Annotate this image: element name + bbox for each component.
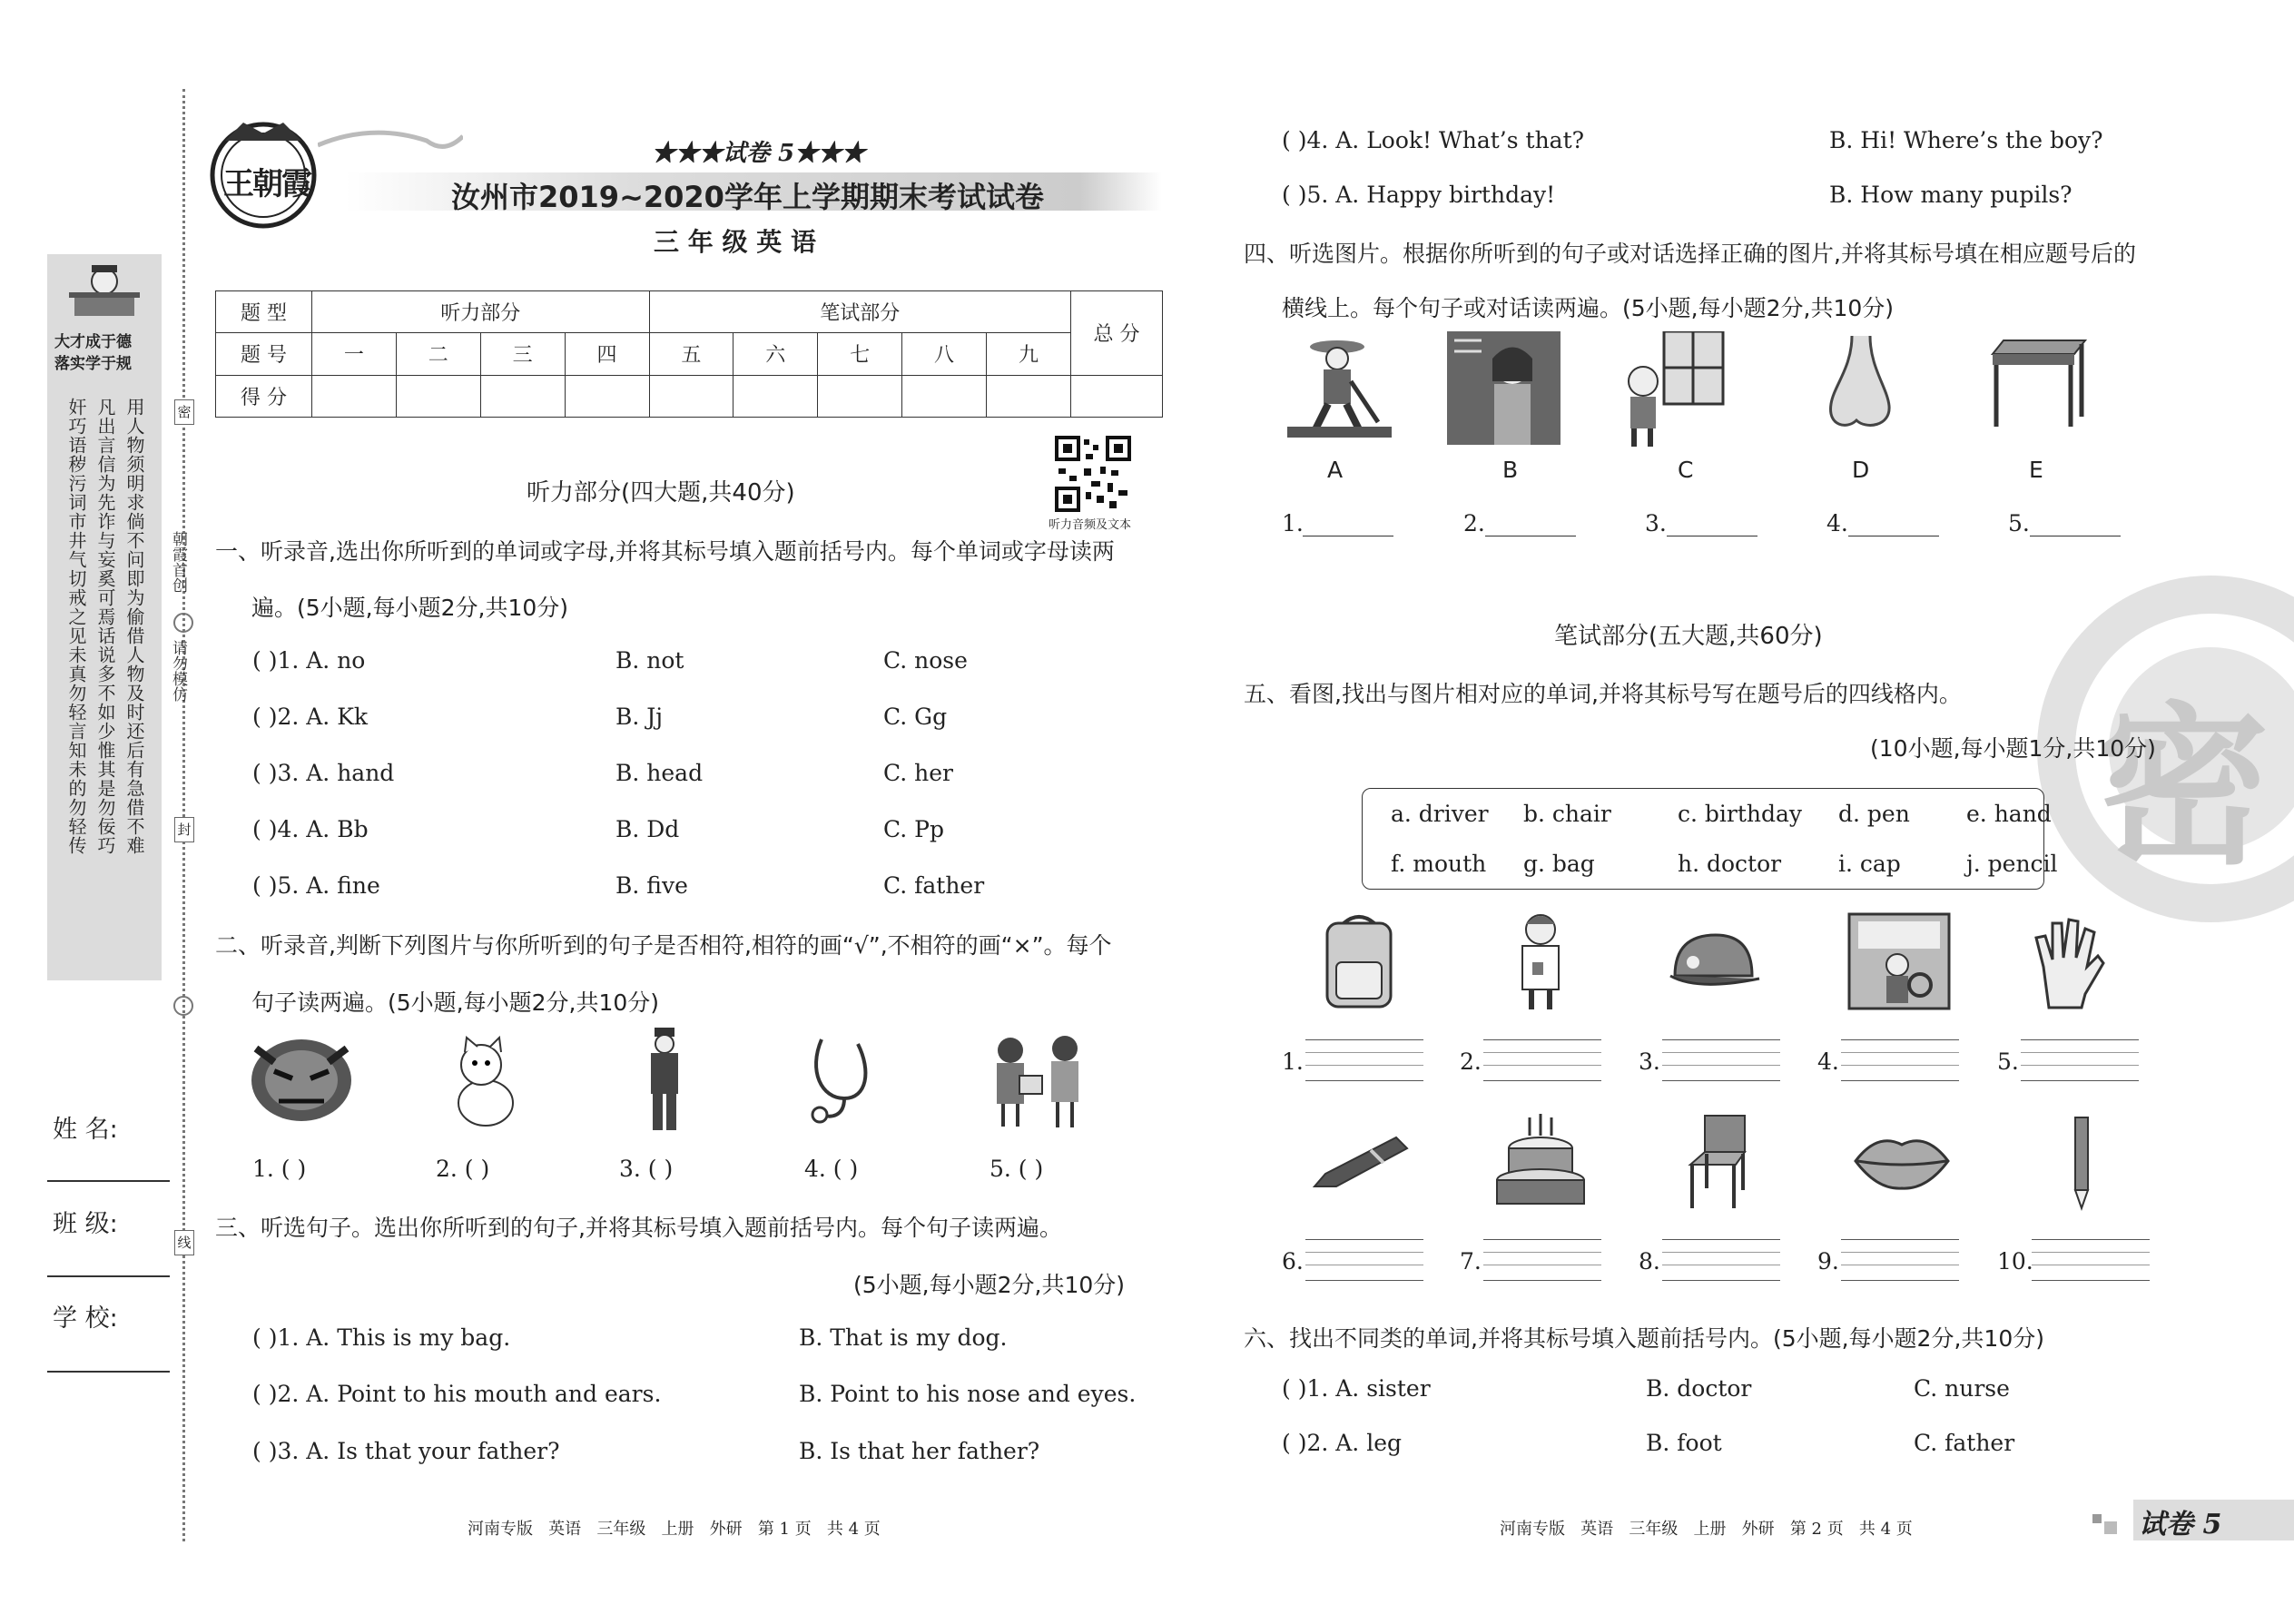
write-label: 7. [1460, 1248, 1482, 1275]
col-7: 七 [818, 333, 902, 375]
pen-icon [1307, 1130, 1412, 1194]
slogan-line-1: 大才成于德 [54, 333, 132, 351]
total-label: 总 分 [1071, 291, 1163, 376]
tag-square [2092, 1514, 2102, 1523]
bus-driver-icon [1847, 912, 1952, 1012]
side-note-no-copy: 请勿模仿 [169, 640, 187, 702]
girls-with-gift-icon [983, 1030, 1097, 1130]
logo-text: 王朝霞 [223, 166, 310, 202]
part4-instruction: 四、听选图片。根据你所听到的句子或对话选择正确的图片,并将其标号填在相应题号后的 [1244, 241, 2136, 267]
list-item: C. nurse [1914, 1375, 2010, 1402]
seal-box-mi: 密 [174, 399, 194, 425]
list-item[interactable]: 3. ( ) [619, 1156, 674, 1182]
qr-caption: 听力音频及文本 [1049, 518, 1132, 532]
hand-icon [2029, 912, 2106, 1012]
part4-instruction-cont: 横线上。每个句子或对话读两遍。(5小题,每小题2分,共10分) [1282, 295, 1895, 321]
list-item: C. nose [883, 647, 968, 674]
tag-square [2104, 1521, 2117, 1534]
list-item: B. head [615, 760, 704, 786]
listening-header: 听力部分(四大题,共40分) [527, 479, 795, 507]
write-label: 8. [1639, 1248, 1660, 1275]
motto-panel [47, 254, 162, 980]
motto-column-1: 用人物须明求倘不问即为偷借人物及时还后有急借不难 [123, 398, 145, 855]
list-item: C. Gg [883, 704, 948, 730]
list-item[interactable]: ( )1. A. sister [1282, 1375, 1431, 1402]
exam-subtitle: 三 年 级 英 语 [654, 227, 816, 257]
score-table [215, 290, 1163, 418]
name-field[interactable] [47, 1180, 170, 1182]
exam-number: ★★★试卷 5★★★ [652, 140, 866, 167]
list-item: B. doctor [1646, 1375, 1752, 1402]
seal-box-xian: 线 [174, 1230, 194, 1255]
school-field[interactable] [47, 1371, 170, 1373]
word-bank-item: b. chair [1523, 801, 1611, 827]
picture-label-e: E [2029, 457, 2043, 483]
watermark-text: 密 [2097, 687, 2270, 888]
four-line-grid[interactable] [1305, 1239, 1423, 1281]
word-bank-item: i. cap [1838, 851, 1901, 877]
col-5: 五 [649, 333, 733, 375]
picture-label-d: D [1852, 457, 1870, 483]
part2-instruction: 二、听录音,判断下列图片与你所听到的句子是否相符,相符的画“√”,不相符的画“×”。每个 [215, 932, 1112, 959]
mouth-icon [1852, 1130, 1952, 1194]
part3-score-note: (5小题,每小题2分,共10分) [853, 1272, 1126, 1298]
listening-col-label: 听力部分 [312, 291, 650, 333]
part1-instruction: 一、听录音,选出你所听到的单词或字母,并将其标号填入题前括号内。每个单词或字母读两 [215, 538, 1115, 565]
list-item[interactable]: ( )5. A. Happy birthday! [1282, 182, 1556, 208]
exam-title: 汝州市2019~2020学年上学期期末考试试卷 [451, 180, 1044, 214]
teacher-icon [1447, 331, 1561, 445]
score-cell[interactable] [987, 375, 1071, 417]
scholar-icon [67, 261, 142, 325]
list-item[interactable]: 5. ( ) [989, 1156, 1044, 1182]
backpack-icon [1316, 912, 1403, 1012]
nose-icon [1820, 331, 1902, 436]
list-item: B. Point to his nose and eyes. [799, 1381, 1137, 1407]
list-item[interactable]: 1. ( ) [252, 1156, 307, 1182]
row-number-label: 题 号 [216, 333, 312, 375]
list-item[interactable]: ( )3. A. hand [252, 760, 395, 786]
binding-hole-1 [173, 613, 193, 633]
write-label: 3. [1639, 1048, 1660, 1075]
police-officer-icon [642, 1026, 687, 1135]
list-item[interactable]: ( )2. A. Kk [252, 704, 369, 730]
col-3: 三 [480, 333, 565, 375]
part1-instruction-cont: 遍。(5小题,每小题2分,共10分) [251, 595, 569, 621]
list-item: B. five [615, 872, 688, 899]
qr-code-icon[interactable] [1055, 436, 1131, 512]
word-bank-item: j. pencil [1966, 851, 2058, 877]
page-tag: 试卷 5 [2139, 1509, 2222, 1540]
list-item[interactable]: 2. ( ) [436, 1156, 490, 1182]
slogan-line-2: 落实学于规 [54, 355, 132, 373]
class-label: 班 级: [53, 1210, 118, 1238]
write-label: 2. [1460, 1048, 1482, 1075]
writing-col-label: 笔试部分 [649, 291, 1071, 333]
school-label: 学 校: [53, 1304, 118, 1333]
write-label: 9. [1817, 1248, 1839, 1275]
part3-instruction: 三、听选句子。选出你所听到的句子,并将其标号填入题前括号内。每个句子读两遍。 [215, 1215, 1062, 1241]
footer-right: 河南专版 英语 三年级 上册 外研 第 2 页 共 4 页 [1500, 1520, 1913, 1539]
footer-left: 河南专版 英语 三年级 上册 外研 第 1 页 共 4 页 [468, 1520, 881, 1539]
part6-instruction: 六、找出不同类的单词,并将其标号填入题前括号内。(5小题,每小题2分,共10分) [1244, 1325, 2044, 1352]
four-line-grid[interactable] [1305, 1039, 1423, 1081]
cap-icon [1661, 926, 1766, 994]
word-bank-item: a. driver [1391, 801, 1489, 827]
list-item[interactable]: ( )2. A. leg [1282, 1430, 1402, 1456]
score-cell[interactable] [818, 375, 902, 417]
part5-instruction: 五、看图,找出与图片相对应的单词,并将其标号写在题号后的四线格内。 [1244, 681, 1962, 707]
pencil-icon [2068, 1112, 2095, 1212]
write-label: 4. [1817, 1048, 1839, 1075]
score-cell[interactable] [565, 375, 649, 417]
row-type-label: 题 型 [216, 291, 312, 333]
ribbon-decoration [318, 118, 463, 172]
write-label: 10. [1997, 1248, 2033, 1275]
score-cell[interactable] [649, 375, 733, 417]
four-line-grid[interactable] [1483, 1239, 1601, 1281]
list-item[interactable]: ( )4. A. Look! What’s that? [1282, 127, 1585, 153]
picture-label-a: A [1327, 457, 1344, 483]
chair-icon [1679, 1112, 1752, 1212]
seal-box-feng: 封 [174, 817, 194, 842]
list-item: B. How many pupils? [1829, 182, 2072, 208]
list-item: B. Is that her father? [799, 1438, 1040, 1464]
col-8: 八 [902, 333, 987, 375]
desk-icon [1984, 331, 2088, 431]
list-item[interactable]: ( )4. A. Bb [252, 816, 369, 842]
stethoscope-icon [803, 1035, 885, 1126]
write-label: 1. [1282, 1048, 1304, 1075]
four-line-grid[interactable] [1841, 1039, 1959, 1081]
boy-window-icon [1623, 331, 1728, 449]
list-item: C. father [1914, 1430, 2015, 1456]
four-line-grid[interactable] [1841, 1239, 1959, 1281]
list-item[interactable]: ( )2. A. Point to his mouth and ears. [252, 1381, 662, 1407]
class-field[interactable] [47, 1275, 170, 1277]
list-item: B. not [615, 647, 684, 674]
score-cell[interactable] [733, 375, 818, 417]
four-line-grid[interactable] [2021, 1039, 2139, 1081]
four-line-grid[interactable] [1662, 1039, 1780, 1081]
picture-label-c: C [1678, 457, 1694, 483]
list-item[interactable]: ( )1. A. This is my bag. [252, 1324, 511, 1351]
word-bank-item: g. bag [1523, 851, 1595, 877]
score-cell[interactable] [1071, 375, 1163, 417]
doctor-icon [1507, 908, 1575, 1012]
write-label: 6. [1282, 1248, 1304, 1275]
score-cell[interactable] [902, 375, 987, 417]
part5-score-note: (10小题,每小题1分,共10分) [1870, 735, 2156, 762]
binding-dotted-line [182, 89, 185, 1541]
word-bank-item: h. doctor [1678, 851, 1782, 877]
cat-icon [445, 1030, 527, 1130]
score-cell[interactable] [480, 375, 565, 417]
list-item: B. Dd [615, 816, 680, 842]
motto-column-3: 奸巧语秽污词市井气切戒之见未真勿轻言知未的勿轻传 [65, 398, 87, 855]
four-line-grid[interactable] [1483, 1039, 1601, 1081]
monster-mask-icon [247, 1030, 356, 1126]
blank-label: 3. [1645, 510, 1667, 536]
row-score-label: 得 分 [216, 375, 312, 417]
writing-header: 笔试部分(五大题,共60分) [1554, 623, 1823, 650]
list-item: C. Pp [883, 816, 944, 842]
name-label: 姓 名: [53, 1116, 118, 1144]
list-item: B. Jj [615, 704, 664, 730]
list-item[interactable]: ( )3. A. Is that your father? [252, 1438, 560, 1464]
col-6: 六 [733, 333, 818, 375]
list-item[interactable]: 4. ( ) [804, 1156, 859, 1182]
list-item[interactable]: ( )1. A. no [252, 647, 366, 674]
col-2: 二 [396, 333, 480, 375]
four-line-grid[interactable] [2032, 1239, 2150, 1281]
side-note-original: 朝霞首创 [169, 531, 187, 593]
picture-label-b: B [1502, 457, 1519, 483]
blank-label: 2. [1463, 510, 1485, 536]
word-bank-item: d. pen [1838, 801, 1910, 827]
blank-label: 4. [1826, 510, 1848, 536]
blank-label: 5. [2008, 510, 2030, 536]
list-item: B. foot [1646, 1430, 1722, 1456]
blank-label: 1. [1282, 510, 1304, 536]
list-item: B. That is my dog. [799, 1324, 1008, 1351]
word-bank-item: e. hand [1966, 801, 2052, 827]
list-item[interactable]: ( )5. A. fine [252, 872, 380, 899]
farmer-digging-icon [1287, 336, 1392, 440]
motto-column-2: 凡出言信为先诈与妄奚可焉话说多不如少惟其是勿佞巧 [94, 398, 116, 855]
list-item: C. her [883, 760, 953, 786]
birthday-cake-icon [1493, 1112, 1589, 1212]
col-4: 四 [565, 333, 649, 375]
word-bank-item: f. mouth [1391, 851, 1487, 877]
list-item: C. father [883, 872, 985, 899]
col-1: 一 [312, 333, 397, 375]
part2-instruction-cont: 句子读两遍。(5小题,每小题2分,共10分) [251, 989, 660, 1016]
word-bank-item: c. birthday [1678, 801, 1803, 827]
score-cell[interactable] [396, 375, 480, 417]
col-9: 九 [987, 333, 1071, 375]
list-item: B. Hi! Where’s the boy? [1829, 127, 2103, 153]
write-label: 5. [1997, 1048, 2019, 1075]
four-line-grid[interactable] [1662, 1239, 1780, 1281]
score-cell[interactable] [312, 375, 397, 417]
binding-hole-2 [173, 996, 193, 1016]
